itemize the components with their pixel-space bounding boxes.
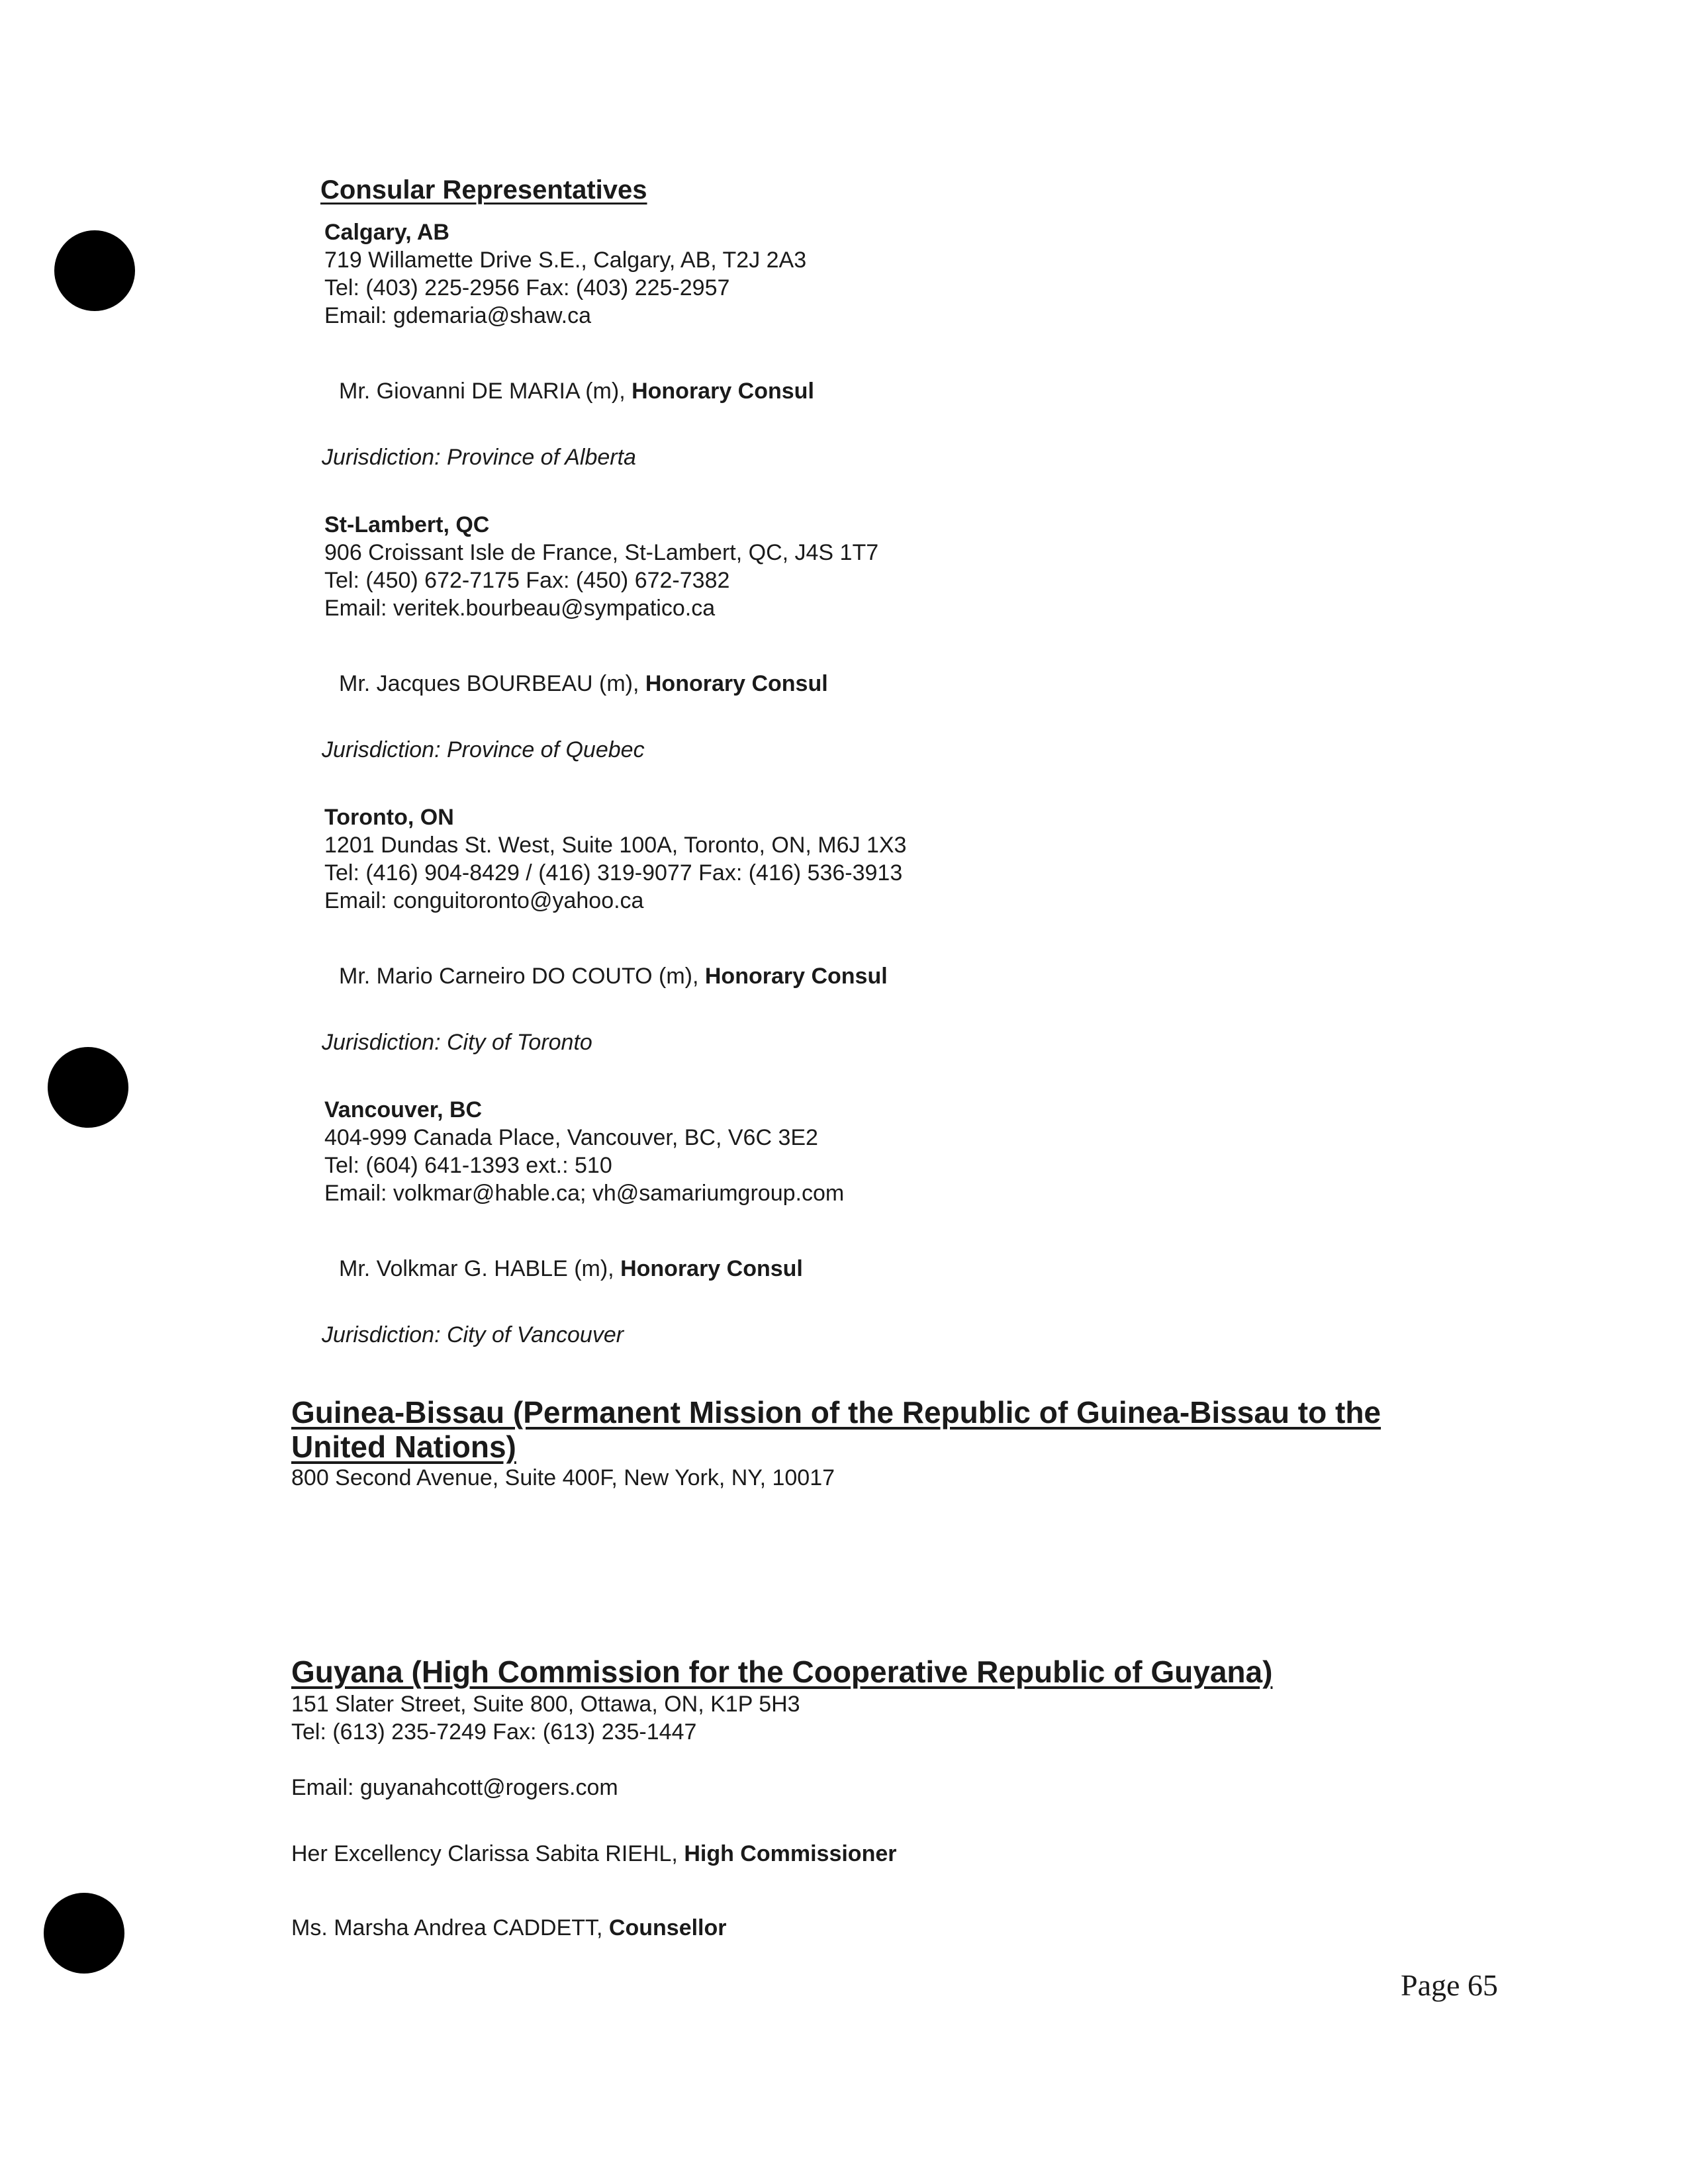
person-title: Counsellor (608, 1915, 727, 1940)
office-email: Email: gdemaria@shaw.ca (324, 303, 592, 328)
section-heading-consular: Consular Representatives (320, 175, 647, 205)
person-name: Ms. Marsha Andrea CADDETT, (291, 1915, 609, 1940)
country-heading: Guinea-Bissau (Permanent Mission of the Republic of Guinea-Bissau to the United Nations) (291, 1395, 1382, 1464)
office-person (339, 377, 814, 405)
office-person (339, 670, 828, 698)
office-email: Email: volkmar@hable.ca; vh@samariumgroup.com (324, 1181, 845, 1206)
office-email: Email: conguitoronto@yahoo.ca (324, 888, 644, 913)
office-tel: Tel: (604) 641-1393 ext.: 510 (324, 1153, 612, 1178)
country-address: 800 Second Avenue, Suite 400F, New York, NY, 10017 (291, 1465, 835, 1490)
binder-hole-middle (48, 1047, 128, 1128)
office-jurisdiction: Jurisdiction: Province of Quebec (322, 737, 645, 762)
office-city: St-Lambert, QC (324, 512, 490, 537)
office-address: 719 Willamette Drive S.E., Calgary, AB, T2J 2A3 (324, 248, 807, 273)
office-address: 906 Croissant Isle de France, St-Lambert, QC, J4S 1T7 (324, 540, 879, 565)
guyana-person (291, 1840, 897, 1868)
person-title: Honorary Consul (620, 1256, 803, 1281)
page-number: Page 65 (1401, 1968, 1498, 2002)
office-city: Vancouver, BC (324, 1097, 483, 1122)
office-email: Email: veritek.bourbeau@sympatico.ca (324, 596, 716, 621)
office-person (339, 1255, 803, 1283)
person-name: Mr. Giovanni DE MARIA (m), (339, 379, 632, 404)
country-address: 151 Slater Street, Suite 800, Ottawa, ON, K1P 5H3 (291, 1692, 800, 1717)
binder-hole-top (54, 230, 135, 311)
office-tel: Tel: (403) 225-2956 Fax: (403) 225-2957 (324, 275, 730, 300)
binder-hole-bottom (44, 1893, 124, 1974)
guyana-person (291, 1914, 727, 1942)
country-email: Email: guyanahcott@rogers.com (291, 1775, 618, 1800)
office-jurisdiction: Jurisdiction: Province of Alberta (322, 445, 636, 470)
office-city: Calgary, AB (324, 220, 449, 245)
person-name: Mr. Mario Carneiro DO COUTO (m), (339, 964, 705, 989)
office-address: 404-999 Canada Place, Vancouver, BC, V6C 3E2 (324, 1125, 818, 1150)
office-tel: Tel: (416) 904-8429 / (416) 319-9077 Fax: (416) 536-3913 (324, 860, 903, 886)
office-jurisdiction: Jurisdiction: City of Toronto (322, 1030, 592, 1055)
office-person (339, 962, 888, 990)
country-tel: Tel: (613) 235-7249 Fax: (613) 235-1447 (291, 1719, 697, 1745)
person-title: Honorary Consul (632, 379, 814, 404)
person-title: Honorary Consul (704, 964, 888, 989)
person-name: Mr. Volkmar G. HABLE (m), (339, 1256, 621, 1281)
office-city: Toronto, ON (324, 805, 454, 830)
person-name: Mr. Jacques BOURBEAU (m), (339, 671, 645, 696)
office-tel: Tel: (450) 672-7175 Fax: (450) 672-7382 (324, 568, 730, 593)
person-title: Honorary Consul (645, 671, 828, 696)
country-heading: Guyana (High Commission for the Cooperative Republic of Guyana) (291, 1655, 1273, 1689)
person-title: High Commissioner (684, 1841, 897, 1866)
office-address: 1201 Dundas St. West, Suite 100A, Toronto, ON, M6J 1X3 (324, 833, 907, 858)
office-jurisdiction: Jurisdiction: City of Vancouver (322, 1322, 624, 1347)
person-name: Her Excellency Clarissa Sabita RIEHL, (291, 1841, 684, 1866)
